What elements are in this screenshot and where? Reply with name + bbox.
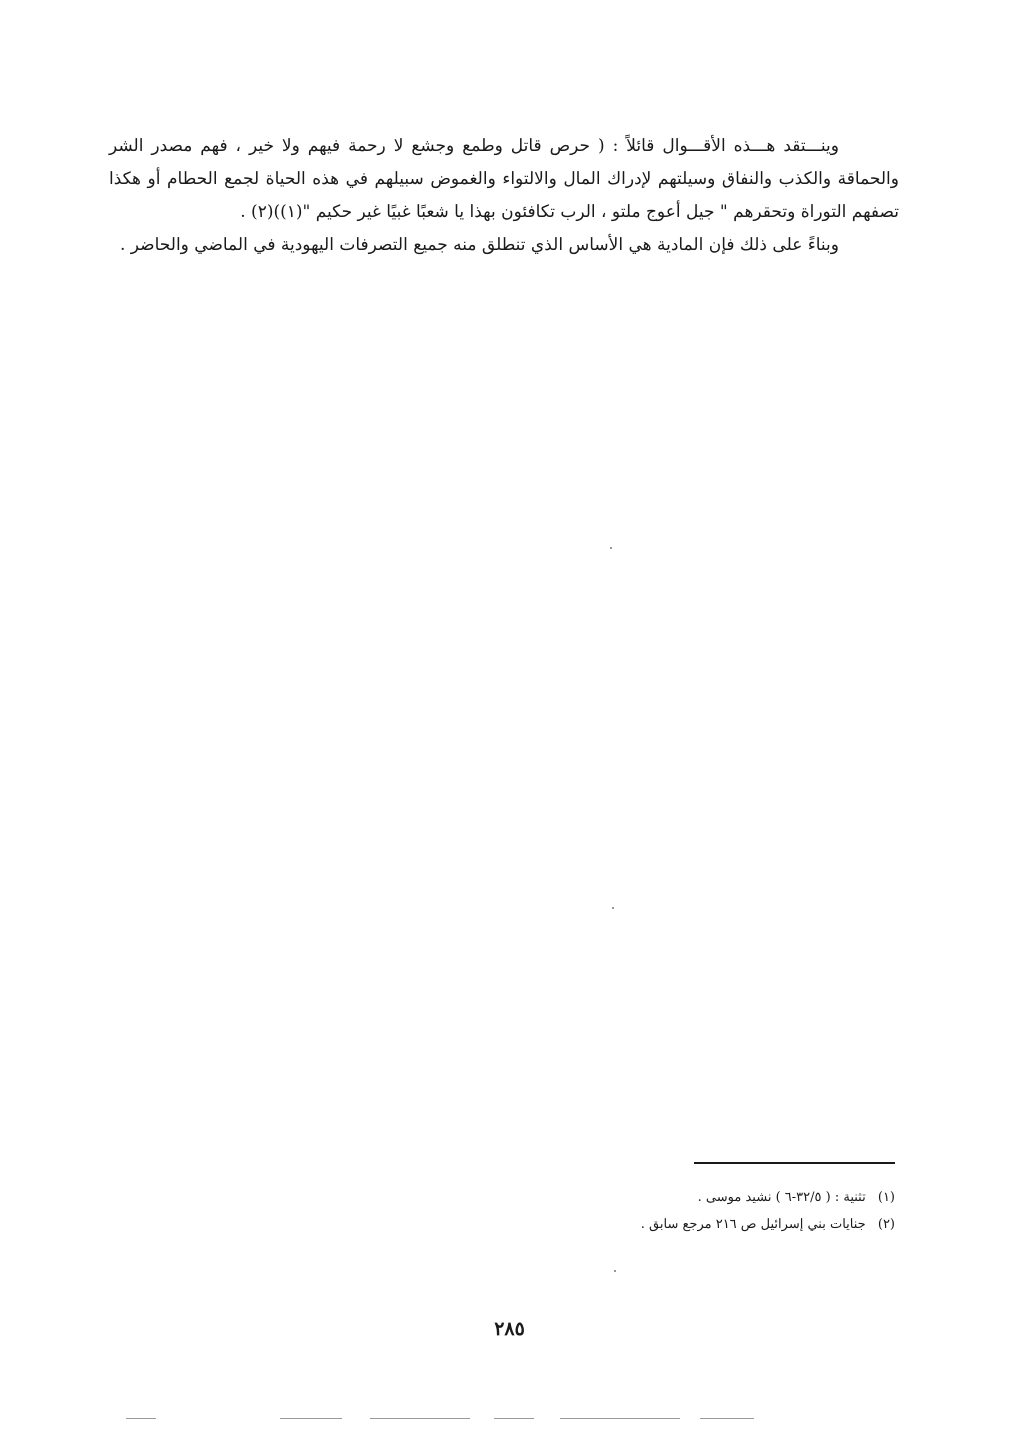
- footnote-number: (٢): [877, 1217, 895, 1233]
- footnote-number: (١): [877, 1190, 895, 1205]
- scan-artifact: [370, 1418, 470, 1419]
- scan-artifact: [494, 1418, 534, 1419]
- scan-speck: [612, 907, 614, 909]
- footnote-text: تثنية : ( ٣٢/٥-٦ ) نشيد موسى .: [697, 1190, 866, 1205]
- page-number: ٢٨٥: [494, 1318, 525, 1340]
- scan-artifact: [126, 1418, 156, 1419]
- scan-speck: [614, 1270, 616, 1272]
- scan-speck: [610, 547, 612, 549]
- footnote-text: جنايات بني إسرائيل ص ٢١٦ مرجع سابق .: [640, 1217, 866, 1233]
- scan-artifact: [560, 1418, 680, 1419]
- paragraph-1: وينـــتقد هـــذه الأقـــوال قائلاً : ( حرص قاتل وطمع وجشع لا رحمة فيهم ولا خير ، فهم مصدر الشر والحماقة والكذب والنفاق وسيلتهم لإدراك المال والالتواء والغموض سبيلهم في هذه الحياة لجمع الحطام أو هكذا تصفهم التوراة وتحقرهم " جيل أعوج ملتو ، الرب تكافئون بهذا يا شعبًا غبيًا غير حكيم "(١))(٢) .: [109, 136, 899, 223]
- footnotes: [475, 1184, 895, 1239]
- paragraph-2: وبناءً على ذلك فإن المادية هي الأساس الذي تنطلق منه جميع التصرفات اليهودية في الماضي والحاضر .: [119, 235, 839, 256]
- footnote-2: [475, 1211, 895, 1238]
- footnote-separator: [694, 1162, 895, 1164]
- scan-artifact: [280, 1418, 342, 1419]
- footnote-1: [475, 1184, 895, 1211]
- scan-artifact: [700, 1418, 754, 1419]
- body-text: [109, 130, 899, 263]
